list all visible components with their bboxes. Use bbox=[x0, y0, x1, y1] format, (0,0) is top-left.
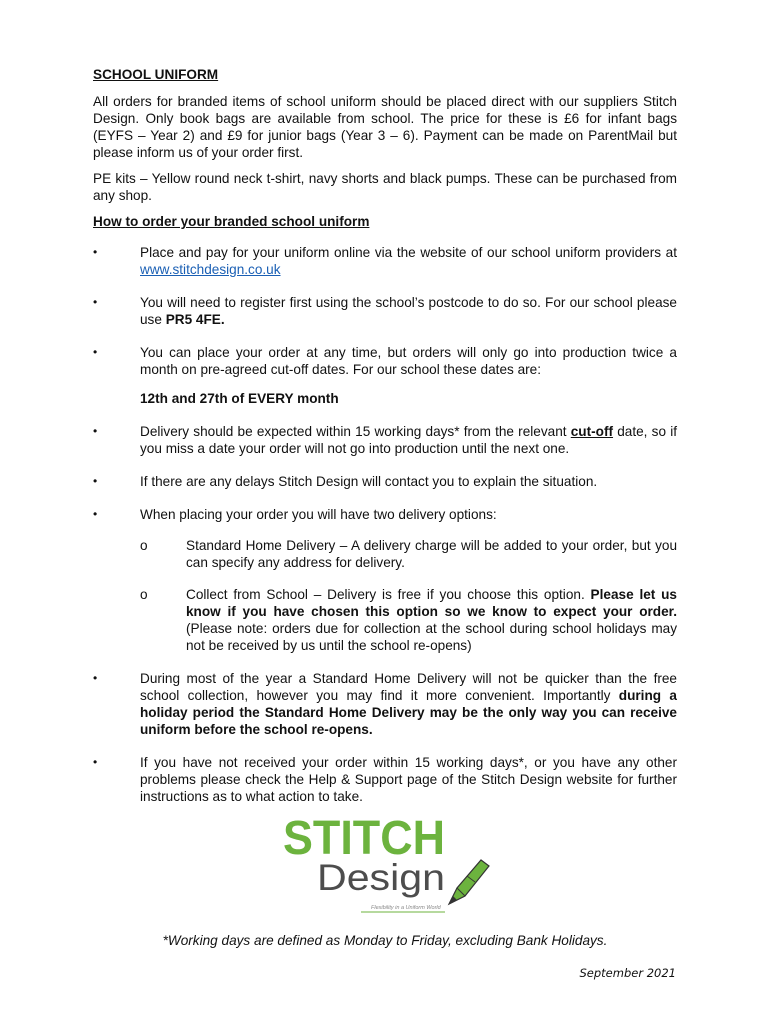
logo-design-text: Design bbox=[317, 857, 445, 898]
how-to-order-heading: How to order your branded school uniform bbox=[93, 214, 370, 229]
order-steps-list bbox=[93, 244, 677, 378]
logo-tagline: Flexibility in a Uniform World bbox=[371, 905, 441, 911]
list-item: o Collect from School – Delivery is free if you choose this option. Please let us know if you have chosen this option so we know to expect your order. (Please note: orders due for collection at the school during school holidays may not be received by us until the school re-opens) bbox=[140, 587, 677, 653]
circle-bullet-icon: o bbox=[140, 538, 148, 553]
postcode: PR5 4FE. bbox=[165, 312, 225, 327]
pencil-icon bbox=[449, 860, 489, 904]
list-item: • When placing your order you will have two delivery options: o Standard Home Delivery – A delivery charge will be added to your order, but you can specify any address for delivery. o Collect from School – Delivery is free if you choose this option. Please let us know if you have chosen this option so we know to expect your order. (Please note: orders due for collection at the school during school holidays may not be received by us until the school re-opens) bbox=[93, 507, 677, 653]
bullet-icon: • bbox=[93, 424, 98, 438]
bullet-icon: • bbox=[93, 671, 98, 685]
bullet-icon: • bbox=[93, 755, 98, 769]
pe-kits-paragraph: PE kits – Yellow round neck t-shirt, navy shorts and black pumps. These can be purchased from any shop. bbox=[93, 171, 677, 203]
bullet-icon: • bbox=[93, 474, 98, 488]
delivery-info-list bbox=[93, 423, 677, 805]
bullet-icon: • bbox=[93, 245, 98, 259]
bullet-icon: • bbox=[93, 295, 98, 309]
list-item: • You can place your order at any time, but orders will only go into production twice a month on pre-agreed cut-off dates. For our school these dates are: bbox=[93, 345, 677, 377]
document-date: September 2021 bbox=[579, 966, 676, 980]
bullet-icon: • bbox=[93, 345, 98, 359]
intro-paragraph: All orders for branded items of school uniform should be placed direct with our suppliers Stitch Design. Only book bags are available from school. The price for these is £6 for infant bags (EYFS – Year 2) and £9 for junior bags (Year 3 – 6). Payment can be made on ParentMail but please inform us of your order first. bbox=[93, 94, 677, 160]
logo-stitch-text: STITCH bbox=[283, 812, 445, 865]
page-title: SCHOOL UNIFORM bbox=[93, 67, 219, 82]
list-item: • Delivery should be expected within 15 working days* from the relevant cut-off date, so if you miss a date your order will not go into production until the next one. bbox=[93, 424, 677, 456]
delivery-options-list bbox=[140, 537, 677, 654]
stitch-design-logo bbox=[281, 808, 501, 916]
document-body bbox=[93, 66, 677, 821]
list-item: • If there are any delays Stitch Design will contact you to explain the situation. bbox=[93, 474, 598, 489]
list-item: • If you have not received your order within 15 working days*, or you have any other problems please check the Help & Support page of the Stitch Design website for further instructions as to what action to take. bbox=[93, 755, 677, 804]
cutoff-dates: 12th and 27th of EVERY month bbox=[140, 391, 339, 406]
list-item: • Place and pay for your uniform online via the website of our school uniform providers at www.stitchdesign.co.uk bbox=[93, 245, 677, 277]
working-days-footnote: *Working days are defined as Monday to Friday, excluding Bank Holidays. bbox=[162, 933, 608, 948]
list-item: • You will need to register first using the school’s postcode to do so. For our school please use PR5 4FE. bbox=[93, 295, 677, 327]
bullet-icon: • bbox=[93, 507, 98, 521]
circle-bullet-icon: o bbox=[140, 587, 148, 602]
list-item: • During most of the year a Standard Home Delivery will not be quicker than the free school collection, however you may find it more convenient. Importantly during a holiday period the Standard Home Delivery may be the only way you can receive uniform before the school re-opens. bbox=[93, 671, 677, 737]
list-item: o Standard Home Delivery – A delivery charge will be added to your order, but you can specify any address for delivery. bbox=[140, 538, 677, 570]
stitchdesign-link[interactable]: www.stitchdesign.co.uk bbox=[140, 262, 281, 277]
